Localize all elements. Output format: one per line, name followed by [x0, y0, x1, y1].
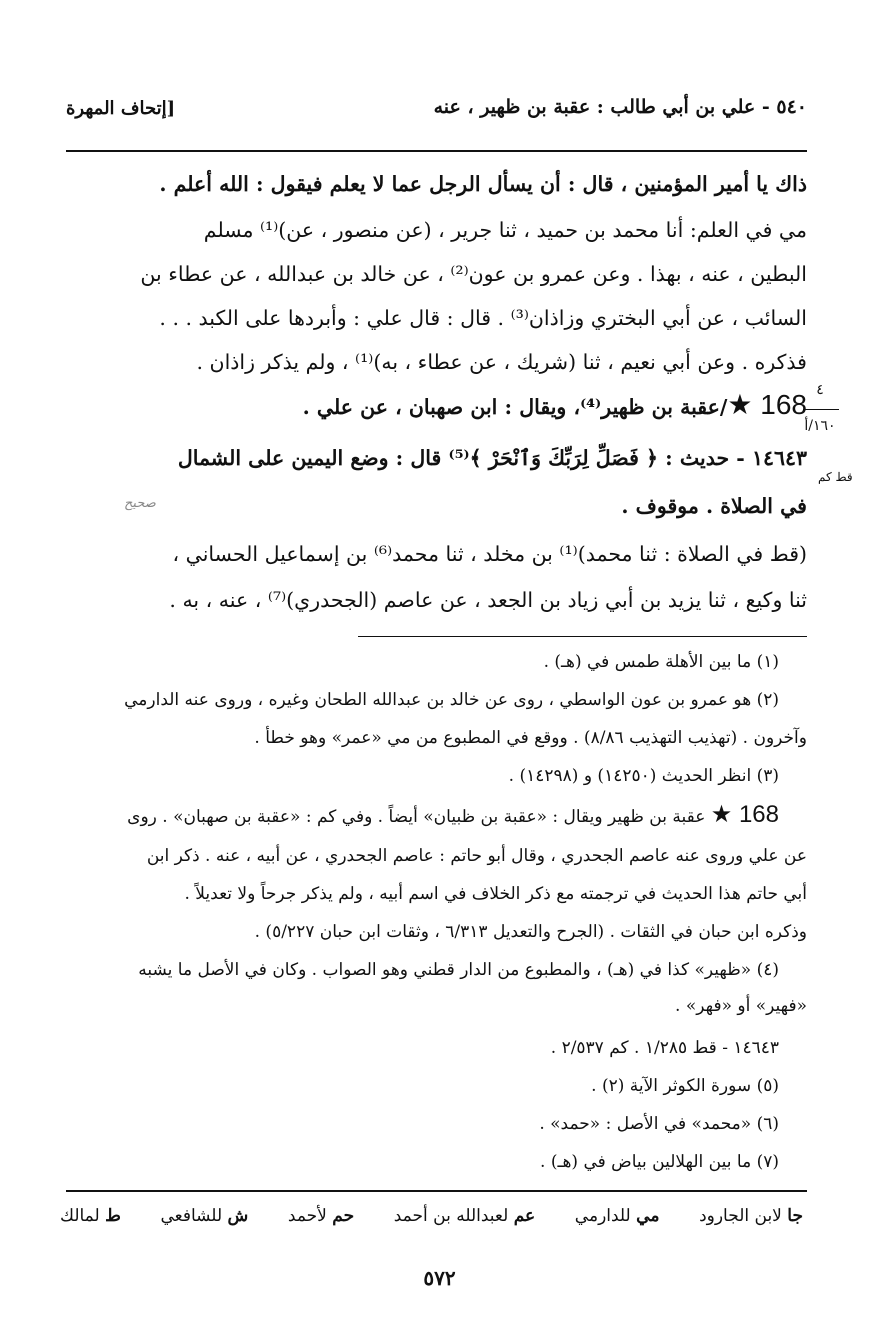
legend-item: ط لمالك	[60, 1206, 121, 1226]
entry-heading-168	[67, 388, 807, 421]
hadith-number: ١٤٦٤٣ - حديث :	[665, 446, 807, 470]
body-line-4: السائب ، عن أبي البختري وزاذان⁽³⁾ . قال : قال علي : وأبردها على الكبد . . .	[159, 306, 807, 330]
footnote-5: (٥) سورة الكوثر الآية (٢) .	[591, 1076, 779, 1096]
entry-number: 168 ★	[727, 389, 807, 420]
footnote-rule	[358, 636, 807, 637]
body-line-5: فذكره . وعن أبي نعيم ، ثنا (شريك ، عن عطاء ، به)⁽¹⁾ ، ولم يذكر زاذان .	[196, 350, 807, 374]
footnote-6: (٦) «محمد» في الأصل : «حمد» .	[539, 1114, 779, 1134]
source-code-note: قط كم	[818, 470, 853, 484]
body-line-8: في الصلاة . موقوف .	[621, 494, 807, 518]
legend-item: مي للدارمي	[574, 1206, 660, 1226]
body-line-9: (قط في الصلاة : ثنا محمد)⁽¹⁾ بن مخلد ، ثنا محمد⁽⁶⁾ بن إسماعيل الحساني ،	[172, 542, 807, 566]
margin-volume-number: ٤	[816, 382, 824, 398]
running-header-title: ٥٤٠ - علي بن أبي طالب : عقبة بن ظهير ، عنه	[433, 96, 807, 118]
footnote-168c: أبي حاتم هذا الحديث في ترجمته مع ذكر الخلاف في اسم أبيه ، ولم يذكر جرحاً ولا تعديلاً .	[184, 884, 807, 904]
margin-folio-ref: ١٦٠/أ	[804, 418, 836, 434]
body-line-10: ثنا وكيع ، ثنا يزيد بن أبي زياد بن الجعد ، عن عاصم (الجحدري)⁽⁷⁾ ، عنه ، به .	[169, 588, 807, 612]
footnote-168b: عن علي وروى عنه عاصم الجحدري ، وقال أبو حاتم : عاصم الجحدري ، عن أبيه ، عنه . ذكر ابن	[146, 846, 807, 866]
footnote-168-text: عقبة بن ظهير ويقال : «عقبة بن ظبيان» أيضاً . وفي كم : «عقبة بن صهبان» . روى	[127, 807, 706, 827]
legend-item: عم لعبدالله بن أحمد	[393, 1206, 536, 1226]
hadith-text: ⁽⁵⁾ قال : وضع اليمين على الشمال	[177, 446, 470, 470]
footnote-1: (١) ما بين الأهلة طمس في (هـ) .	[543, 652, 779, 672]
running-header-book: [إتحاف المهرة	[66, 98, 176, 119]
body-line-1: ذاك يا أمير المؤمنين ، قال : أن يسأل الرجل عما لا يعلم فيقول : الله أعلم .	[159, 172, 807, 196]
footnote-4a: (٤) «ظهير» كذا في (هـ) ، والمطبوع من الدار قطني وهو الصواب . وكان في الأصل ما يشبه	[138, 960, 779, 980]
legend-item: جا لابن الجارود	[699, 1206, 803, 1226]
hadith-heading-14643	[67, 446, 807, 470]
body-line-2: مي في العلم: أنا محمد بن حميد ، ثنا جرير ، (عن منصور ، عن)⁽¹⁾ مسلم	[203, 218, 807, 242]
abbreviation-legend	[60, 1206, 803, 1226]
legend-item: حم لأحمد	[287, 1206, 355, 1226]
legend-item: ش للشافعي	[160, 1206, 249, 1226]
footnote-4b: «فهير» أو «فهر» .	[675, 996, 807, 1016]
footnote-168-number: 168 ★	[710, 801, 779, 828]
footnote-2b: وآخرون . (تهذيب التهذيب ٨/٨٦) . ووقع في المطبوع من مي «عمر» وهو خطأ .	[254, 728, 807, 748]
footnote-168a	[127, 800, 779, 829]
footnote-3: (٣) انظر الحديث (١٤٢٥٠) و (١٤٢٩٨) .	[508, 766, 779, 786]
footnote-14643: ١٤٦٤٣ - قط ١/٢٨٥ . كم ٢/٥٣٧ .	[550, 1038, 779, 1058]
footnote-7: (٧) ما بين الهلالين بياض في (هـ) .	[540, 1152, 779, 1172]
header-rule	[66, 150, 807, 152]
entry-title: /عقبة بن ظهير⁽⁴⁾، ويقال : ابن صهبان ، عن علي .	[302, 395, 728, 419]
footnote-2a: (٢) هو عمرو بن عون الواسطي ، روى عن خالد بن عبدالله الطحان وغيره ، وروى عنه الدارمي	[124, 690, 779, 710]
footnote-168d: وذكره ابن حبان في الثقات . (الجرح والتعديل ٦/٣١٣ ، وثقات ابن حبان ٥/٢٢٧) .	[254, 922, 807, 942]
body-line-3: البطين ، عنه ، بهذا . وعن عمرو بن عون⁽²⁾ ، عن خالد بن عبدالله ، عن عطاء بن	[140, 262, 807, 286]
legend-rule	[66, 1190, 807, 1192]
handwritten-note: صحيح	[124, 496, 156, 511]
quran-quote: ﴿ فَصَلِّ لِرَبِّكَ وَٱنْحَرْ ﴾	[469, 446, 659, 470]
margin-rule	[803, 409, 839, 410]
page-number: ٥٧٢	[423, 1266, 456, 1290]
